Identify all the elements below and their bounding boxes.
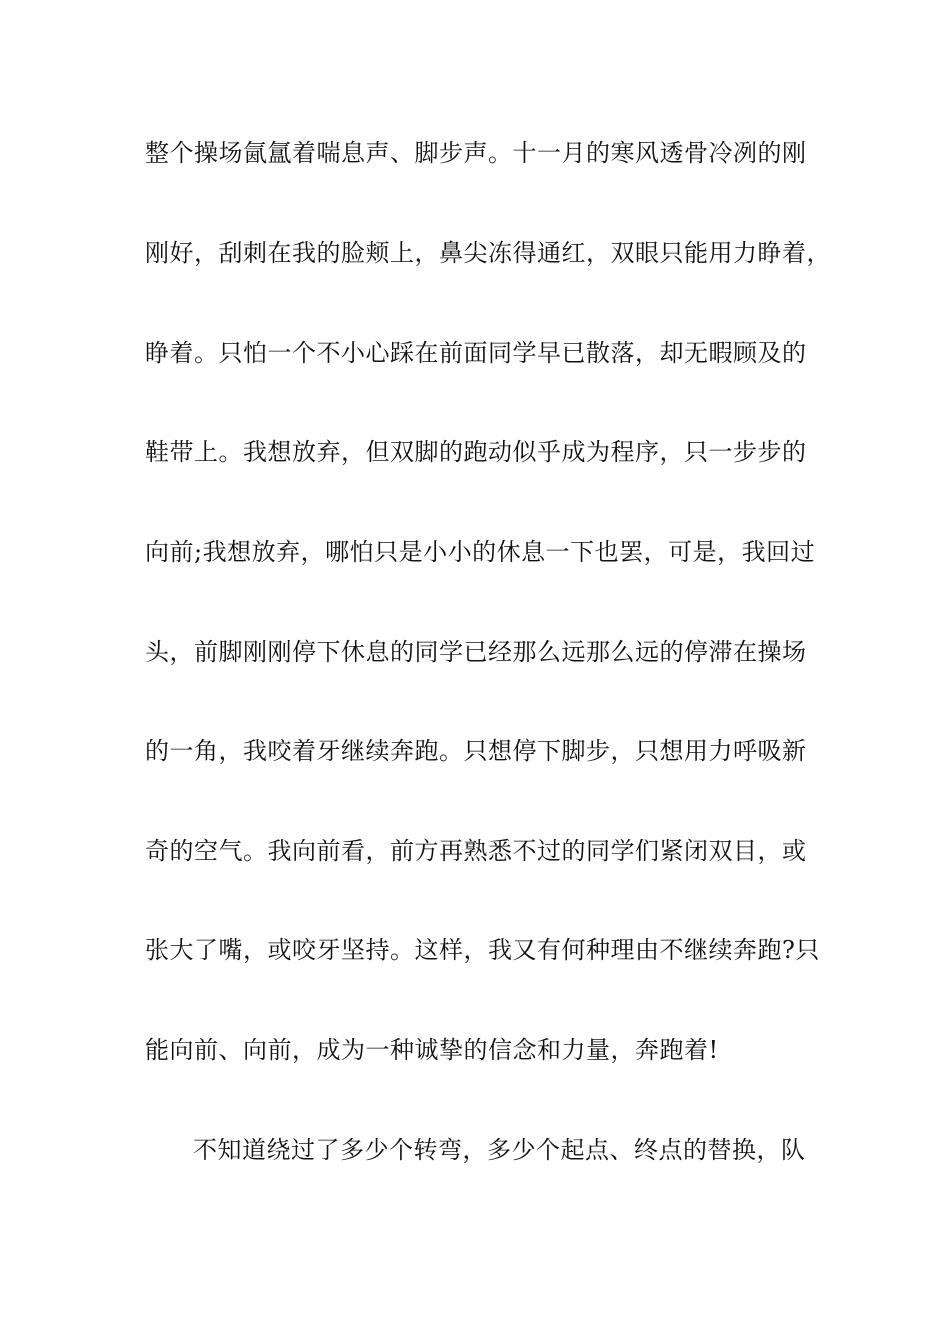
text-line: 鞋带上。我想放弃，但双脚的跑动似乎成为程序，只一步步的 [145,438,807,466]
text-line: 的一角，我咬着牙继续奔跑。只想停下脚步，只想用力呼吸新 [145,737,807,765]
text-line: 向前;我想放弃，哪怕只是小小的休息一下也罢，可是，我回过 [145,538,816,566]
text-line: 奇的空气。我向前看，前方再熟悉不过的同学们紧闭双目，或 [145,837,807,865]
text-line: 张大了嘴，或咬牙坚持。这样，我又有何种理由不继续奔跑?只 [145,936,820,964]
paragraph-start-line: 不知道绕过了多少个转弯，多少个起点、终点的替换，队 [193,1136,806,1164]
text-line: 刚好，刮刺在我的脸颊上，鼻尖冻得通红，双眼只能用力睁着， [145,239,831,267]
text-line: 睁着。只怕一个不小心踩在前面同学早已散落，却无暇顾及的 [145,339,807,367]
text-line: 整个操场氤氲着喘息声、脚步声。十一月的寒风透骨冷冽的刚 [145,139,807,167]
text-line: 头，前脚刚刚停下休息的同学已经那么远那么远的停滞在操场 [145,638,807,666]
text-line: 能向前、向前，成为一种诚挚的信念和力量，奔跑着! [145,1036,719,1064]
